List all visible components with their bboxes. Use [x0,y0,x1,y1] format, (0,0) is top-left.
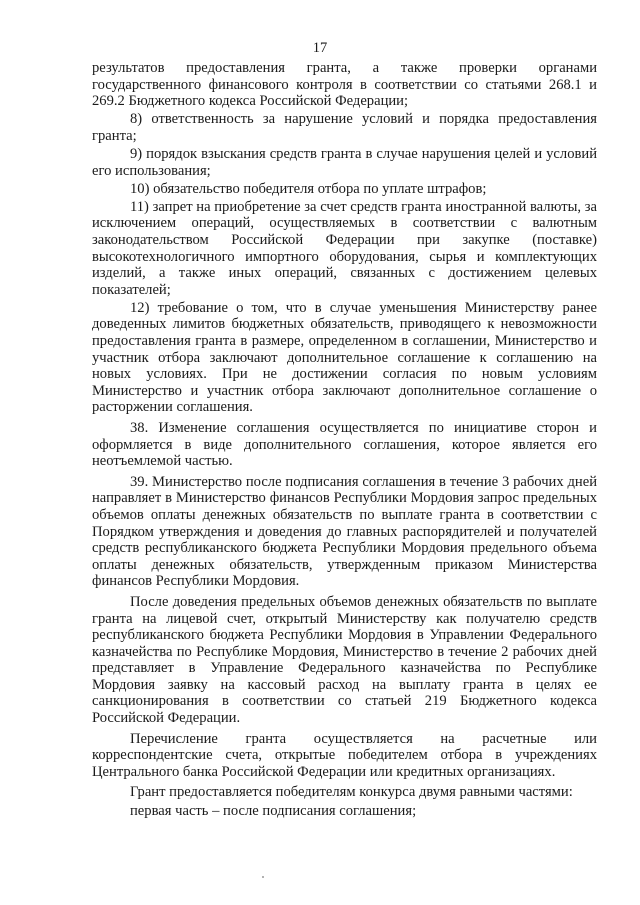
paragraph-item-9: 9) порядок взыскания средств гранта в случае нарушения целей и условий его использования; [92,145,597,179]
paragraph-item-12: 12) требование о том, что в случае уменьшения Министерству ранее доведенных лимитов бюджетных обязательств, приводящего к невозможности предоставления гранта в размере, определенном в соглашении, Министерство и участник отбора заключают дополнительное соглашение к соглашению на новых условиях. При не достижении согласия по новым условиям Министерство и участник отбора заключают дополнительное соглашение о расторжении соглашения. [92,299,597,416]
paragraph-item-10: 10) обязательство победителя отбора по уплате штрафов; [130,180,487,197]
document-body [92,60,597,821]
paragraph-item-11: 11) запрет на приобретение за счет средств гранта иностранной валюты, за исключением операций, осуществляемых в соответствии с валютным законодательством Российской Федерации при закупке (поставке) высокотехнологичного импортного оборудования, сырья и комплектующих изделий, а также иных операций, связанных с достижением целевых показателей; [92,198,597,298]
paragraph-limits: После доведения предельных объемов денежных обязательств по выплате гранта на лицевой счет, открытый Министерству как получателю средств республиканского бюджета Республики Мордовия в Управлении Федерального казначейства по Республике Мордовия, Министерство в течение 2 рабочих дней представляет в Управление Федерального казначейства по Республике Мордовия заявку на кассовый расход на выплату гранта в целях ее санкционирования в соответствии со статьей 219 Бюджетного кодекса Российской Федерации. [92,593,597,727]
page-number: 17 [312,40,328,56]
paragraph-continuation: результатов предоставления гранта, а также проверки органами государственного финансового контроля в соответствии со статьями 268.1 и 269.2 Бюджетного кодекса Российской Федерации; [92,60,597,110]
paragraph-section-39: 39. Министерство после подписания соглашения в течение 3 рабочих дней направляет в Министерство финансов Республики Мордовия запрос предельных объемов оплаты денежных обязательств по выплате гранта в соответствии с Порядком утверждения и доведения до главных распорядителей и получателей средств республиканского бюджета Республики Мордовия предельного объема оплаты денежных обязательств, утвержденным приказом Министерства финансов Республики Мордовия. [92,473,597,590]
paragraph-first-part: первая часть – после подписания соглашения; [130,802,417,819]
paragraph-section-38: 38. Изменение соглашения осуществляется по инициативе сторон и оформляется в виде дополнительного соглашения, которое является его неотъемлемой частью. [92,419,597,470]
paragraph-grant-parts: Грант предоставляется победителям конкурса двумя равными частями: [130,784,573,801]
paragraph-transfer: Перечисление гранта осуществляется на расчетные или корреспондентские счета, открытые победителем отбора в учреждениях Центрального банка Российской Федерации или кредитных организациях. [92,730,597,780]
scan-speck [262,876,264,878]
paragraph-item-8: 8) ответственность за нарушение условий и порядка предоставления гранта; [92,111,597,144]
